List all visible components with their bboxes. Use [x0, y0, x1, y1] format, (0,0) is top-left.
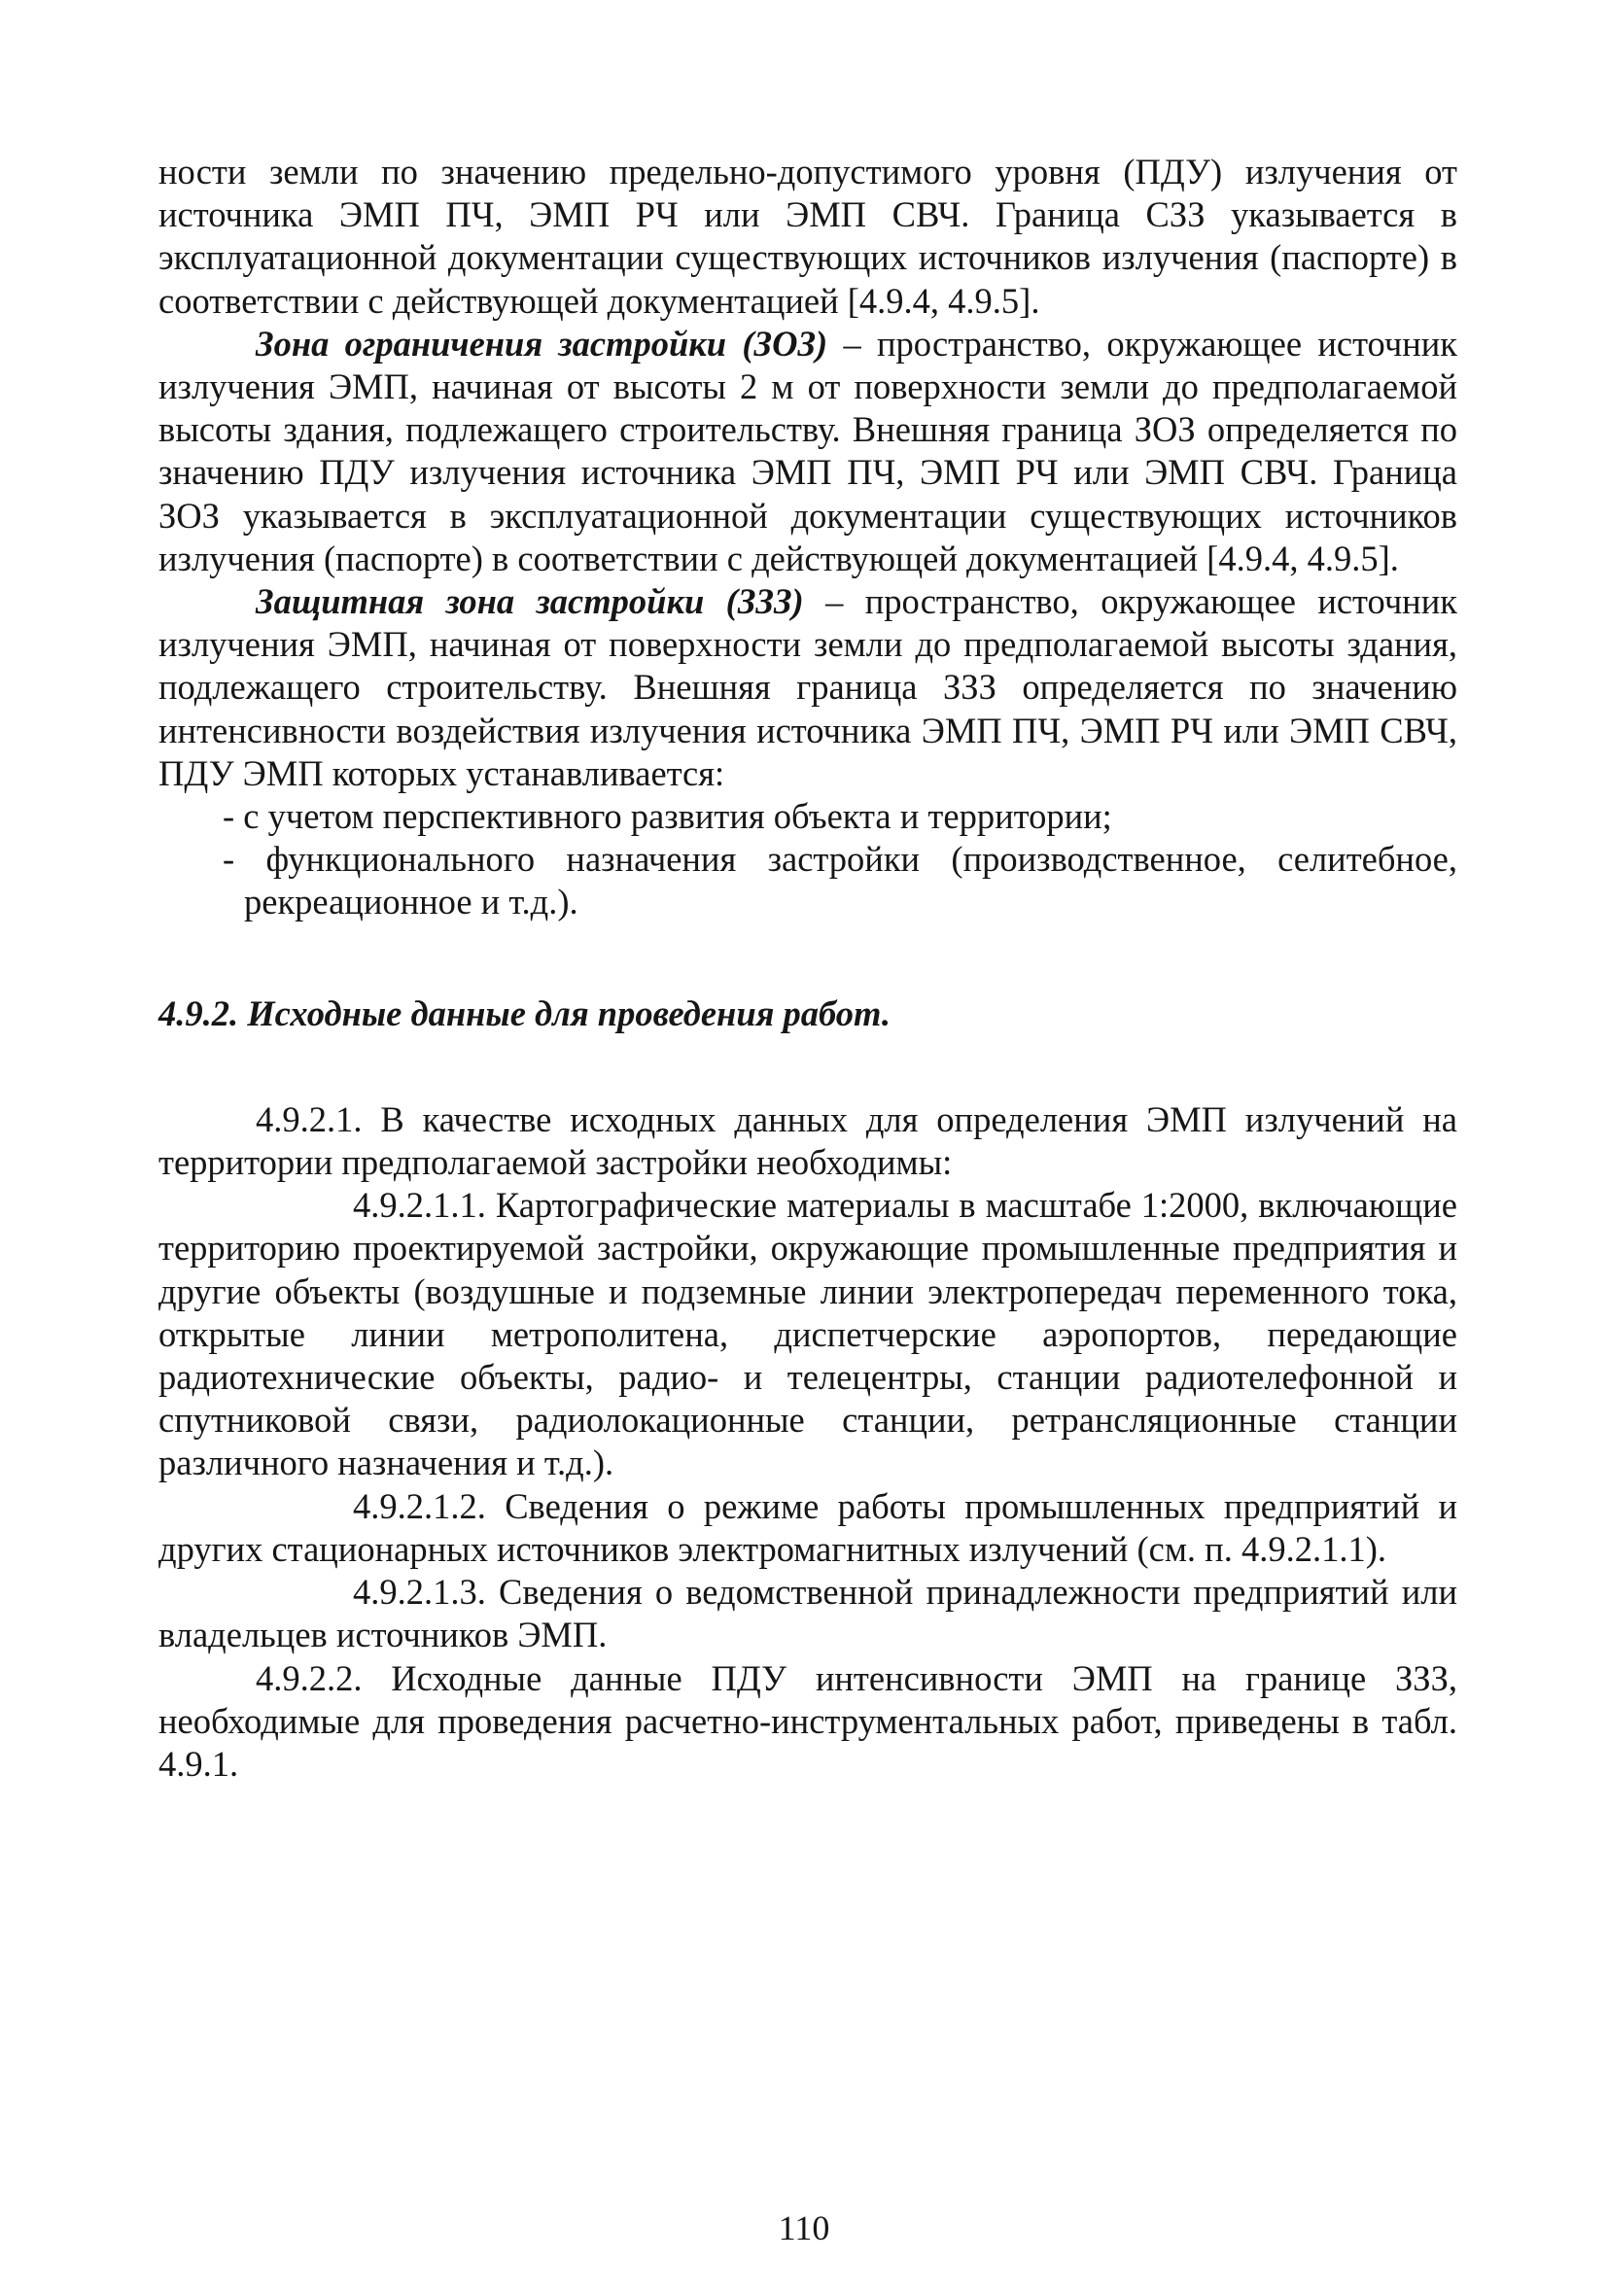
clause-4-9-2-1-3: 4.9.2.1.3. Сведения о ведомственной принадлежности предприятий или владельцев источников ЭМП.	[158, 1572, 1457, 1655]
zoz-term: Зона ограничения застройки (ЗОЗ)	[256, 323, 828, 364]
section-heading: 4.9.2. Исходные данные для проведения работ.	[158, 992, 891, 1033]
clause-4-9-2-1-1: 4.9.2.1.1. Картографические материалы в масштабе 1:2000, включающие территорию проектируемой застройки, окружающие промышленные предприятия и другие объекты (воздушные и подземные линии электропередач переменного тока, открытые линии метрополитена, диспетчерские аэропортов, передающие радиотехнические объекты, радио- и телецентры, станции радиотелефонной и спутниковой связи, радиолокационные станции, ретрансляционные станции различного назначения и т.д.).	[158, 1185, 1457, 1483]
zzz-definition-text: – пространство, окружающее источник излучения ЭМП, начиная от поверхности земли до предполагаемой высоты здания, подлежащего строительству. Внешняя граница ЗЗЗ определяется по значению интенсивности воздействия излучения источника ЭМП ПЧ, ЭМП РЧ или ЭМП СВЧ, ПДУ ЭМП которых устанавливается:	[158, 581, 1457, 793]
intro-paragraph: ности земли по значению предельно-допустимого уровня (ПДУ) излучения от источника ЭМП ПЧ, ЭМП РЧ или ЭМП СВЧ. Граница СЗЗ указывается в эксплуатационной документации существующих источников излучения (паспорте) в соответствии с действующей документацией [4.9.4, 4.9.5].	[158, 152, 1457, 321]
page-number: 110	[778, 2209, 830, 2247]
zoz-definition-text: – пространство, окружающее источник излучения ЭМП, начиная от высоты 2 м от поверхности земли до предполагаемой высоты здания, подлежащего строительству. Внешняя граница ЗОЗ определяется по значению ПДУ излучения источника ЭМП ПЧ, ЭМП РЧ или ЭМП СВЧ. Граница ЗОЗ указывается в эксплуатационной документации существующих источников излучения (паспорте) в соответствии с действующей документацией [4.9.4, 4.9.5].	[158, 323, 1458, 578]
clause-4-9-2-1: 4.9.2.1. В качестве исходных данных для определения ЭМП излучений на территории предполагаемой застройки необходимы:	[158, 1098, 1457, 1183]
zzz-definition-paragraph	[158, 580, 1457, 795]
zzz-term: Защитная зона застройки (ЗЗЗ)	[256, 581, 804, 622]
spacer	[158, 1035, 1457, 1098]
clause-4-9-2-2: 4.9.2.2. Исходные данные ПДУ интенсивности ЭМП на границе ЗЗЗ, необходимые для проведения расчетно-инструментальных работ, приведены в табл. 4.9.1.	[158, 1657, 1457, 1784]
clause-4-9-2-1-2: 4.9.2.1.2. Сведения о режиме работы промышленных предприятий и других стационарных источников электромагнитных излучений (см. п. 4.9.2.1.1).	[158, 1485, 1457, 1569]
spacer	[158, 924, 1457, 992]
list-item: - функционального назначения застройки (производственное, селитебное, рекреационное и т.д.).	[223, 839, 1457, 922]
list-item: - с учетом перспективного развития объекта и территории;	[223, 796, 1112, 837]
zoz-definition-paragraph	[158, 323, 1457, 580]
document-page	[158, 151, 1457, 1786]
